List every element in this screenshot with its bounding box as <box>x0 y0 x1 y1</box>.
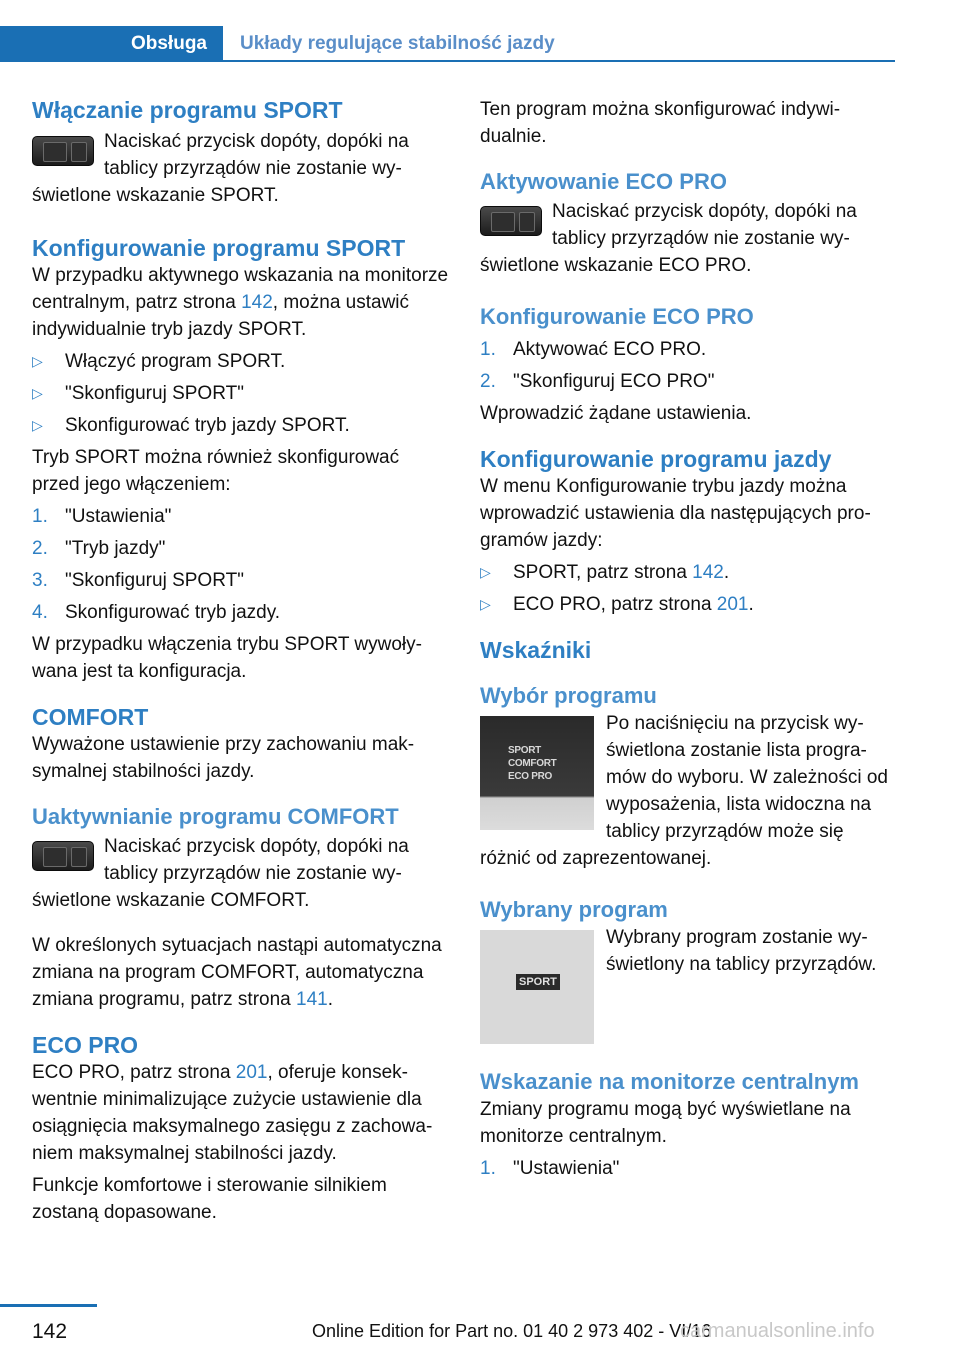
paragraph: W przypadku włączenia trybu SPORT wywoływana jest ta konfiguracja. <box>32 634 422 682</box>
numbered-list <box>480 1155 898 1182</box>
heading-program-select: Wybór programu <box>480 683 657 708</box>
page-number: 142 <box>32 1320 68 1343</box>
list-item: 1. "Ustawienia" <box>480 1158 620 1179</box>
paragraph: W przypadku aktywnego wskazania na monitorze centralnym, patrz strona 142, można ustawić indywidualnie tryb jazdy SPORT. <box>32 265 449 340</box>
page-link[interactable]: 142 <box>692 562 724 583</box>
paragraph: Funkcje komfortowe i sterowanie silnikiem zostaną dopasowane. <box>32 1175 387 1223</box>
list-item: ▷ ECO PRO, patrz strona 201. <box>480 594 754 615</box>
heading-comfort-activate: Uaktywnianie programu COMFORT <box>32 804 399 829</box>
list-item: 1. Aktywować ECO PRO. <box>480 339 707 360</box>
paragraph: Wprowadzić żądane ustawienia. <box>480 403 752 424</box>
heading-comfort: COMFORT <box>32 704 149 730</box>
heading-selected-program: Wybrany program <box>480 897 668 922</box>
paragraph: Zmiany programu mogą być wyświetlane na monitorze centralnym. <box>480 1099 851 1147</box>
button-instruction <box>480 198 898 279</box>
paragraph: Ten program można skonfigurować indywidualnie. <box>480 99 841 147</box>
left-column <box>32 96 450 1226</box>
chapter-tab[interactable]: Układy regulujące stabilność jazdy <box>240 32 555 54</box>
paragraph: Naciskać przycisk dopóty, dopóki na tablicy przyrządów nie zostanie wyświetlone wskazanie COMFORT. <box>32 836 409 911</box>
heading-program-config: Konfigurowanie programu jazdy <box>480 446 832 472</box>
page-link[interactable]: 142 <box>241 292 273 313</box>
bullet-list <box>480 559 898 618</box>
page-link[interactable]: 201 <box>235 1062 268 1083</box>
page-header <box>0 26 895 62</box>
list-item: 2. "Tryb jazdy" <box>32 538 166 559</box>
heading-indicators: Wskaźniki <box>480 637 592 663</box>
heading-eco-activate: Aktywowanie ECO PRO <box>480 169 727 194</box>
watermark: carmanualsonline.info <box>680 1320 875 1342</box>
list-item: 1. "Ustawienia" <box>32 506 172 527</box>
footer-rule <box>0 1304 97 1307</box>
heading-eco-config: Konfigurowanie ECO PRO <box>480 304 754 329</box>
header-rule <box>0 60 895 62</box>
button-instruction <box>32 833 450 914</box>
list-item: 2. "Skonfiguruj ECO PRO" <box>480 371 715 392</box>
driving-mode-button-image <box>32 841 94 871</box>
list-item: ▷ Skonfigurować tryb jazdy SPORT. <box>32 415 350 436</box>
paragraph: Wybrany program zostanie wyświetlony na tablicy przyrządów. <box>606 927 877 975</box>
paragraph: Po naciśnięciu na przycisk wyświetlona zostanie lista programów do wyboru. W zależności od wyposażenia, lista widoczna na tablicy przyrządów może się różnić od zaprezentowanej. <box>480 713 888 869</box>
edition-text: Online Edition for Part no. 01 40 2 973 402 - VI/16 <box>312 1321 712 1341</box>
paragraph: W menu Konfigurowanie trybu jazdy można wprowadzić ustawienia dla następujących programów jazdy: <box>480 476 871 551</box>
heading-central-monitor: Wskazanie na monitorze centralnym <box>480 1069 859 1094</box>
list-item: ▷ Włączyć program SPORT. <box>32 351 286 372</box>
heading-sport-on: Włączanie programu SPORT <box>32 97 343 123</box>
paragraph: Naciskać przycisk dopóty, dopóki na tablicy przyrządów nie zostanie wyświetlone wskazanie SPORT. <box>32 131 409 206</box>
numbered-list <box>480 336 898 395</box>
heading-eco-pro: ECO PRO <box>32 1032 139 1058</box>
list-item: 4. Skonfigurować tryb jazdy. <box>32 602 281 623</box>
image-block <box>480 710 898 872</box>
paragraph: Wyważone ustawienie przy zachowaniu maksymalnej stabilności jazdy. <box>32 734 415 782</box>
driving-mode-button-image <box>32 136 94 166</box>
numbered-list <box>32 503 450 626</box>
paragraph: W określonych sytuacjach nastąpi automatyczna zmiana na program COMFORT, automatyczna zmiana programu, patrz strona 141. <box>32 935 442 1010</box>
page-link[interactable]: 201 <box>716 594 749 615</box>
list-item: ▷ "Skonfiguruj SPORT" <box>32 383 244 404</box>
bullet-list <box>32 348 450 439</box>
list-item: ▷ SPORT, patrz strona 142. <box>480 562 730 583</box>
heading-sport-config: Konfigurowanie programu SPORT <box>32 235 406 261</box>
section-tab[interactable]: Obsługa <box>0 26 223 60</box>
paragraph: ECO PRO, patrz strona 201, oferuje konsekwentnie minimalizujące zużycie ustawienie dla osiągnięcia maksymalnego zasięgu z zachowaniem maksymalnej stabilności jazdy. <box>32 1062 433 1164</box>
button-instruction <box>32 128 450 209</box>
driving-mode-button-image <box>480 206 542 236</box>
page-link[interactable]: 141 <box>296 989 328 1010</box>
right-column <box>480 96 898 1187</box>
list-item: 3. "Skonfiguruj SPORT" <box>32 570 244 591</box>
selected-program-display-image: SPORT <box>480 930 594 1044</box>
paragraph: Tryb SPORT można również skonfigurować przed jego włączeniem: <box>32 447 400 495</box>
paragraph: Naciskać przycisk dopóty, dopóki na tablicy przyrządów nie zostanie wyświetlone wskazanie ECO PRO. <box>480 201 857 276</box>
image-block <box>480 924 898 988</box>
program-list-display-image: SPORT COMFORT ECO PRO <box>480 716 594 830</box>
